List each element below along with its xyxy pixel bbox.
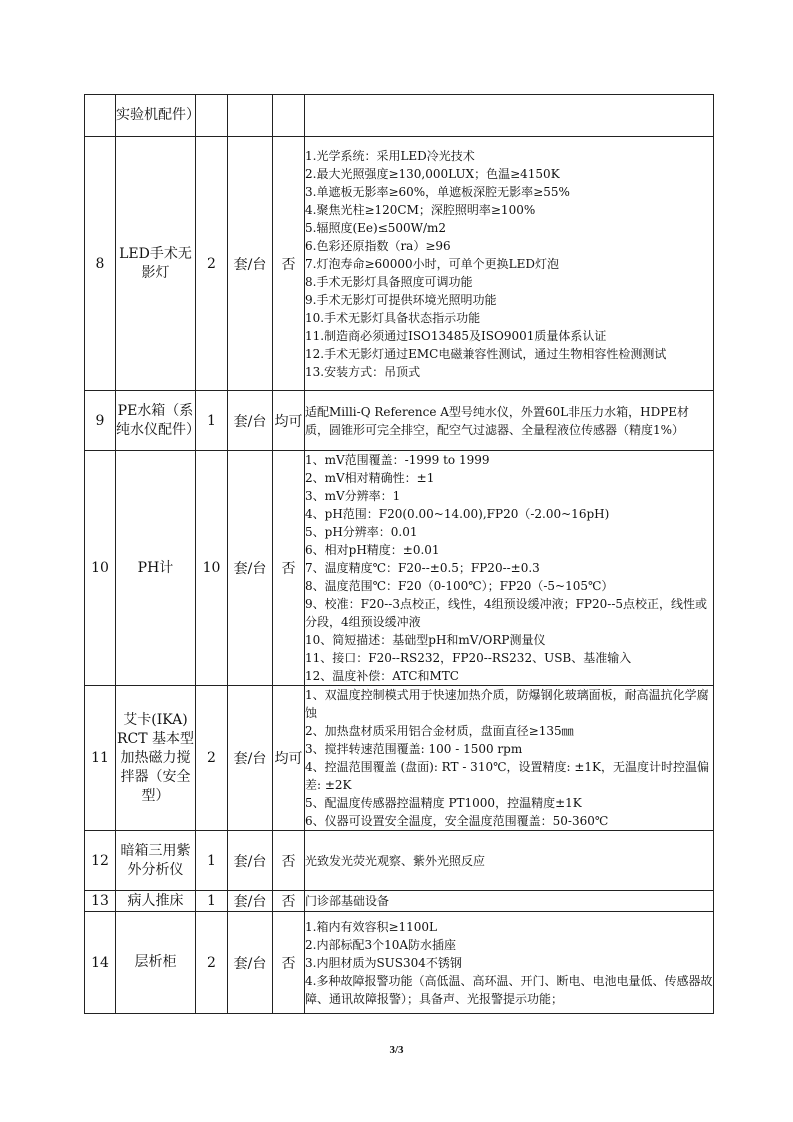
imported-cell: 否 bbox=[273, 891, 305, 912]
item-number-cell: 11 bbox=[85, 686, 116, 831]
spec-line: 3.单遮板无影率≥60%，单遮板深腔无影率≥55% bbox=[305, 184, 570, 199]
spec-cell bbox=[305, 95, 714, 137]
table-row bbox=[85, 831, 714, 891]
spec-line: 9.手术无影灯可提供环境光照明功能 bbox=[305, 292, 497, 307]
item-name-cell: 艾卡(IKA) RCT 基本型加热磁力搅拌器（安全型） bbox=[116, 686, 196, 831]
table-row bbox=[85, 686, 714, 831]
spec-line: 1、双温度控制模式用于快速加热介质，防爆钢化玻璃面板，耐高温抗化学腐蚀 bbox=[305, 688, 709, 720]
quantity-cell: 10 bbox=[196, 451, 228, 686]
spec-line: 5、配温度传感器控温精度 PT1000，控温精度±1K bbox=[305, 796, 582, 810]
spec-line: 4.聚焦光柱≥120CM；深腔照明率≥100% bbox=[305, 202, 536, 217]
unit-cell: 套/台 bbox=[228, 451, 273, 686]
spec-line: 12、温度补偿：ATC和MTC bbox=[305, 669, 459, 683]
imported-cell: 否 bbox=[273, 912, 305, 1014]
item-number-cell: 10 bbox=[85, 451, 116, 686]
item-name-cell: 实验机配件） bbox=[116, 95, 196, 137]
page-number: 3/3 bbox=[389, 1044, 404, 1056]
item-name-cell: PH计 bbox=[116, 451, 196, 686]
item-number-cell: 9 bbox=[85, 391, 116, 451]
spec-cell bbox=[305, 686, 714, 831]
table-row bbox=[85, 912, 714, 1014]
spec-line: 8、温度范围℃：F20（0-100℃）；FP20（-5~105℃） bbox=[305, 579, 614, 593]
quantity-cell: 2 bbox=[196, 137, 228, 391]
imported-cell: 均可 bbox=[273, 391, 305, 451]
imported-cell: 否 bbox=[273, 831, 305, 891]
unit-cell: 套/台 bbox=[228, 686, 273, 831]
spec-line: 5、pH分辨率：0.01 bbox=[305, 525, 418, 539]
spec-line: 6.色彩还原指数（ra）≥96 bbox=[305, 238, 451, 253]
quantity-cell: 1 bbox=[196, 831, 228, 891]
unit-cell: 套/台 bbox=[228, 891, 273, 912]
table-row bbox=[85, 137, 714, 391]
quantity-cell: 1 bbox=[196, 891, 228, 912]
spec-line: 11.制造商必须通过ISO13485及ISO9001质量体系认证 bbox=[305, 328, 607, 343]
spec-line: 3、mV分辨率：1 bbox=[305, 489, 401, 503]
spec-cell bbox=[305, 391, 714, 451]
spec-line: 5.辐照度(Ee)≤500W/m2 bbox=[305, 220, 447, 235]
spec-line: 4、控温范围覆盖 (盘面): RT - 310℃，设置精度: ±1K，无温度计时控温偏差: ±2K bbox=[305, 760, 710, 792]
spec-line: 10、简短描述：基础型pH和mV/ORP测量仪 bbox=[305, 633, 546, 647]
spec-line: 7.灯泡寿命≥60000小时，可单个更换LED灯泡 bbox=[305, 256, 560, 271]
spec-sheet bbox=[84, 94, 713, 1014]
item-name-cell: 暗箱三用紫外分析仪 bbox=[116, 831, 196, 891]
spec-cell bbox=[305, 891, 714, 912]
spec-line: 10.手术无影灯具备状态指示功能 bbox=[305, 310, 481, 325]
unit-cell: 套/台 bbox=[228, 912, 273, 1014]
item-name-cell: LED手术无影灯 bbox=[116, 137, 196, 391]
spec-line: 1、mV范围覆盖：-1999 to 1999 bbox=[305, 453, 490, 467]
spec-line: 4.多种故障报警功能（高低温、高环温、开门、断电、电池电量低、传感器故障、通讯故障报警）；具备声、光报警提示功能； bbox=[305, 973, 713, 1006]
item-number-cell: 14 bbox=[85, 912, 116, 1014]
quantity-cell: 2 bbox=[196, 912, 228, 1014]
item-number-cell: 12 bbox=[85, 831, 116, 891]
table-body bbox=[85, 95, 714, 1014]
spec-line: 3.内胆材质为SUS304不锈钢 bbox=[305, 955, 462, 970]
spec-line: 1.箱内有效容积≥1100L bbox=[305, 919, 438, 934]
spec-line: 2.内部标配3个10A防水插座 bbox=[305, 937, 457, 952]
equipment-table bbox=[84, 94, 714, 1014]
spec-line: 11、接口：F20--RS232，FP20--RS232、USB、基准输入 bbox=[305, 651, 632, 665]
spec-line: 2、mV相对精确性：±1 bbox=[305, 471, 435, 485]
item-number-cell: 8 bbox=[85, 137, 116, 391]
spec-line: 13.安装方式：吊顶式 bbox=[305, 364, 421, 379]
spec-cell bbox=[305, 912, 714, 1014]
imported-cell bbox=[273, 95, 305, 137]
spec-line: 2.最大光照强度≥130,000LUX；色温≥4150K bbox=[305, 166, 560, 181]
imported-cell: 否 bbox=[273, 451, 305, 686]
spec-line: 8.手术无影灯具备照度可调功能 bbox=[305, 274, 473, 289]
spec-cell bbox=[305, 831, 714, 891]
spec-cell bbox=[305, 137, 714, 391]
spec-line: 6、仪器可设置安全温度，安全温度范围覆盖：50-360℃ bbox=[305, 814, 609, 828]
unit-cell: 套/台 bbox=[228, 137, 273, 391]
spec-line: 3、搅拌转速范围覆盖: 100 - 1500 rpm bbox=[305, 742, 523, 756]
spec-line: 光致发光荧光观察、紫外光照反应 bbox=[305, 853, 486, 868]
spec-line: 9、校准：F20--3点校正，线性，4组预设缓冲液；FP20--5点校正，线性或分段，4组预设缓冲液 bbox=[305, 597, 708, 629]
spec-line: 12.手术无影灯通过EMC电磁兼容性测试，通过生物相容性检测测试 bbox=[305, 346, 667, 361]
spec-line: 门诊部基础设备 bbox=[305, 894, 390, 908]
unit-cell: 套/台 bbox=[228, 391, 273, 451]
spec-line: 适配Milli-Q Reference A型号纯水仪，外置60L非压力水箱，HDPE材质，圆锥形可完全排空，配空气过滤器、全量程液位传感器（精度1%） bbox=[305, 404, 690, 437]
spec-line: 1.光学系统：采用LED冷光技术 bbox=[305, 148, 475, 163]
item-number-cell: 13 bbox=[85, 891, 116, 912]
spec-line: 4、pH范围：F20(0.00~14.00),FP20（-2.00~16pH) bbox=[305, 507, 610, 521]
spec-line: 6、相对pH精度：±0.01 bbox=[305, 543, 440, 557]
spec-line: 7、温度精度℃：F20--±0.5；FP20--±0.3 bbox=[305, 561, 540, 575]
spec-cell bbox=[305, 451, 714, 686]
imported-cell: 均可 bbox=[273, 686, 305, 831]
item-name-cell: PE水箱（系纯水仪配件） bbox=[116, 391, 196, 451]
table-row bbox=[85, 891, 714, 912]
quantity-cell: 1 bbox=[196, 391, 228, 451]
table-row bbox=[85, 391, 714, 451]
item-name-cell: 病人推床 bbox=[116, 891, 196, 912]
imported-cell: 否 bbox=[273, 137, 305, 391]
table-row bbox=[85, 451, 714, 686]
item-number-cell bbox=[85, 95, 116, 137]
table-row bbox=[85, 95, 714, 137]
quantity-cell: 2 bbox=[196, 686, 228, 831]
unit-cell bbox=[228, 95, 273, 137]
spec-line: 2、加热盘材质采用铝合金材质，盘面直径≥135㎜ bbox=[305, 724, 574, 738]
quantity-cell bbox=[196, 95, 228, 137]
unit-cell: 套/台 bbox=[228, 831, 273, 891]
item-name-cell: 层析柜 bbox=[116, 912, 196, 1014]
